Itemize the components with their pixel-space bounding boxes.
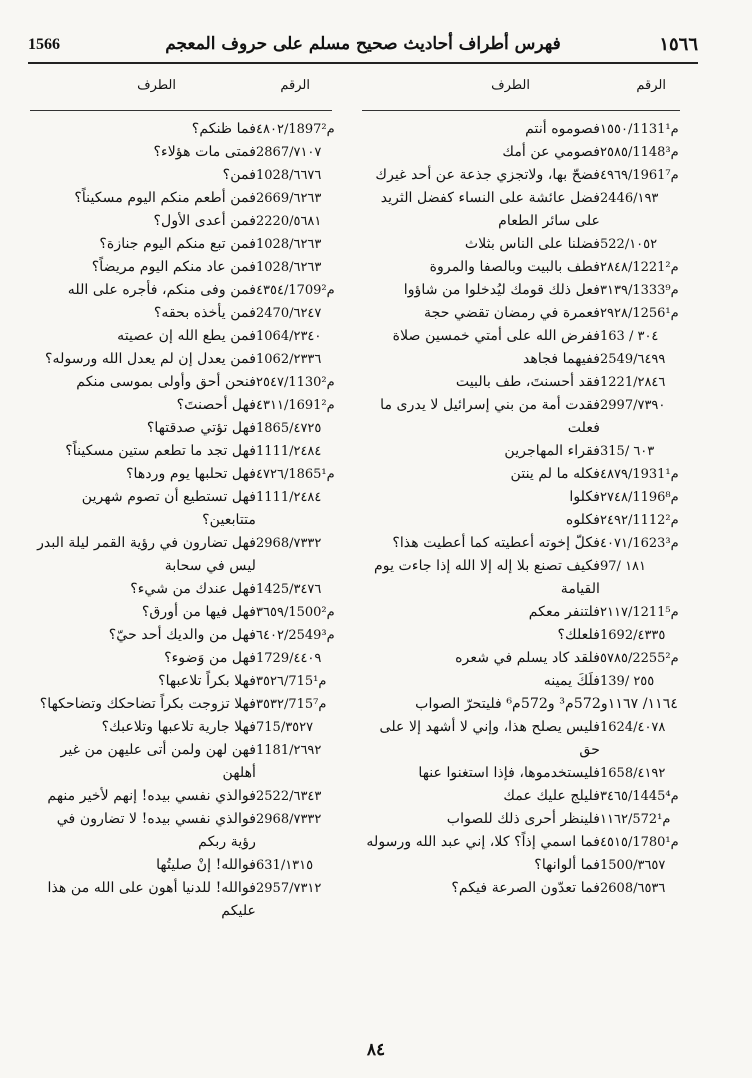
- hadith-reference: 1181/٢٦٩٢: [256, 743, 322, 758]
- hadith-reference: 1028/٦٢٦٣: [256, 260, 322, 275]
- hadith-text: فمن أطعم منكم اليوم مسكيناً؟: [74, 190, 256, 206]
- hadith-text: ١١٦٤/ ١١٦٧و572م³ و572م⁶ فليتحرّ الصواب: [415, 696, 678, 712]
- hadith-reference: 1111/٢٤٨٤: [256, 490, 322, 505]
- hadith-reference: ٢٨٤٨/1221م²: [600, 260, 679, 275]
- left-text-heading: الطرف: [137, 78, 176, 93]
- hadith-text: فكلّ إخوته أعطيته كما أعطيت هذا؟: [392, 535, 600, 551]
- hadith-text: فعل ذلك قومك ليُدخلوا من شاؤوا: [403, 282, 600, 298]
- hadith-reference: 1028/٦٢٦٣: [256, 237, 322, 252]
- hadith-text: فما اسمي إذاً؟ كلا، إني عبد الله ورسوله: [366, 834, 600, 850]
- hadith-text: فوالذي نفسي بيده! إنهم لأخير منهم: [47, 788, 256, 804]
- right-text-heading: الطرف: [491, 78, 530, 93]
- list-item: [362, 486, 692, 509]
- hadith-text: فهل تجد ما تطعم ستين مسكيناً؟: [65, 443, 256, 459]
- list-item: [362, 302, 692, 325]
- hadith-text: فكيف تصنع بلا إله إلا الله إذا جاءت يوم القيامة: [373, 558, 600, 597]
- hadith-reference: 1221/٢٨٤٦: [600, 375, 666, 390]
- hadith-text: فما ظنكم؟: [191, 121, 256, 137]
- hadith-text: فليلج عليك عمك: [503, 788, 600, 804]
- hadith-reference: ٣١٣٩/1333م⁹: [600, 283, 679, 298]
- list-item: [362, 440, 692, 463]
- hadith-text: فهل تستطيع أن تصوم شهرين متتابعين؟: [81, 489, 256, 528]
- left-entries-list: [30, 118, 348, 923]
- hadith-reference: 2997/٧٣٩٠: [600, 398, 666, 413]
- hadith-reference: ٣٥٢٦/715م¹: [256, 674, 327, 689]
- hadith-reference: ٤٣٥٤/1709م²: [256, 283, 335, 298]
- hadith-text: فصومي عن أمك: [502, 144, 600, 160]
- list-item: [30, 417, 348, 440]
- hadith-reference: 2669/٦٢٦٣: [256, 191, 322, 206]
- header-rule: [28, 62, 698, 64]
- list-item: [362, 877, 692, 900]
- hadith-text: فما تعدّون الصرعة فيكم؟: [451, 880, 600, 896]
- list-item: [30, 394, 348, 417]
- hadith-text: فهلا جارية تلاعبها وتلاعبك؟: [101, 719, 256, 735]
- right-column-rule: [362, 110, 680, 111]
- hadith-text: فعمرة في رمضان تقضي حجة: [423, 305, 600, 321]
- left-column-header: [30, 78, 346, 100]
- hadith-reference: ٣٥٣٢/715م⁷: [256, 697, 327, 712]
- hadith-text: فلينظر أحرى ذلك للصواب: [446, 811, 600, 827]
- list-item: [30, 486, 348, 532]
- list-item: [30, 348, 348, 371]
- page-title: فهرس أطراف أحاديث صحيح مسلم على حروف المعجم: [165, 34, 561, 54]
- list-item: [362, 808, 692, 831]
- hadith-text: فكلوه: [565, 512, 600, 528]
- hadith-reference: 1865/٤٧٢٥: [256, 421, 322, 436]
- list-item: [362, 762, 692, 785]
- hadith-reference: ٢٥٤٧/1130م²: [256, 375, 335, 390]
- hadith-text: فمن يأخذه بحقه؟: [153, 305, 256, 321]
- hadith-text: فقد أحسنتَ، طف بالبيت: [455, 374, 600, 390]
- hadith-reference: 2968/٧٣٣٢: [256, 536, 322, 551]
- hadith-text: فلَكَ يمينه: [543, 673, 600, 689]
- hadith-text: فنحن أحق وأولى بموسى منكم: [76, 374, 256, 390]
- hadith-reference: 2549/٦٤٩٩: [600, 352, 666, 367]
- list-item: [362, 256, 692, 279]
- hadith-reference: 1692/٤٣٣٥: [600, 628, 666, 643]
- hadith-reference: ٥٧٨٥/2255م²: [600, 651, 679, 666]
- page-number-latin: 1566: [28, 36, 60, 53]
- hadith-text: ففرض الله على أمتي خمسين صلاة: [392, 328, 600, 344]
- list-item: [362, 601, 692, 624]
- right-column-header: [362, 78, 680, 100]
- hadith-reference: 1064/٢٣٤٠: [256, 329, 322, 344]
- list-item: [30, 532, 348, 578]
- hadith-text: فمتى مات هؤلاء؟: [153, 144, 256, 160]
- hadith-reference: 163 / ٣٠٤: [600, 329, 659, 344]
- hadith-text: فكلوا: [569, 489, 600, 505]
- list-item: [362, 164, 692, 187]
- hadith-text: فليس يصلح هذا، وإني لا أشهد إلا على حق: [379, 719, 600, 758]
- list-item: [362, 555, 692, 601]
- hadith-text: فضلنا على الناس بثلاث: [464, 236, 600, 252]
- list-item: [362, 785, 692, 808]
- page-number-arabic: ١٥٦٦: [659, 34, 698, 55]
- hadith-text: فما ألوانها؟: [534, 857, 600, 873]
- hadith-text: ففيهما فجاهد: [522, 351, 600, 367]
- page-header: [28, 32, 698, 62]
- list-item: [30, 624, 348, 647]
- hadith-text: فقدت أمة من بني إسرائيل لا يدرى ما فعلت: [380, 397, 600, 436]
- list-item: [30, 693, 348, 716]
- hadith-text: فلقد كاد يسلم في شعره: [455, 650, 600, 666]
- hadith-text: فوالذي نفسي بيده! لا تضارون في رؤية ربكم: [56, 811, 256, 850]
- list-item: [362, 624, 692, 647]
- hadith-text: فمن يطع الله إن عصيته: [117, 328, 256, 344]
- hadith-text: فقراء المهاجرين: [504, 443, 600, 459]
- list-item: [362, 670, 692, 693]
- hadith-reference: ١٥٥٠/1131م¹: [600, 122, 679, 137]
- list-item: [30, 141, 348, 164]
- list-item: [362, 394, 692, 440]
- hadith-reference: 2522/٦٣٤٣: [256, 789, 322, 804]
- hadith-reference: 2446/١٩٣: [600, 191, 659, 206]
- list-item: [362, 325, 692, 348]
- list-item: [30, 279, 348, 302]
- hadith-reference: ٢٩٢٨/1256م¹: [600, 306, 679, 321]
- list-item: [362, 371, 692, 394]
- list-item: [362, 532, 692, 555]
- hadith-text: فهل من والديك أحد حيّ؟: [108, 627, 256, 643]
- left-number-heading: الرقم: [280, 78, 310, 93]
- list-item: [30, 601, 348, 624]
- list-item: [362, 509, 692, 532]
- hadith-text: فلعلك؟: [557, 627, 600, 643]
- hadith-text: فهل تحلبها يوم وردها؟: [126, 466, 256, 482]
- list-item: [362, 647, 692, 670]
- list-item: [30, 256, 348, 279]
- hadith-reference: 1729/٤٤٠٩: [256, 651, 322, 666]
- hadith-text: فوالله! إنْ صليتُها: [156, 857, 256, 873]
- right-number-heading: الرقم: [636, 78, 666, 93]
- hadith-reference: 2867/٧١٠٧: [256, 145, 322, 160]
- hadith-reference: ٢٥٨٥/1148م³: [600, 145, 679, 160]
- hadith-reference: 1624/٤٠٧٨: [600, 720, 666, 735]
- hadith-text: فهل عندك من شيء؟: [130, 581, 256, 597]
- hadith-reference: 2968/٧٣٣٢: [256, 812, 322, 827]
- hadith-reference: 1111/٢٤٨٤: [256, 444, 322, 459]
- hadith-reference: ٤٨٧٩/1931م¹: [600, 467, 679, 482]
- list-item: [30, 463, 348, 486]
- hadith-text: فهلا تزوجت بكراً تضاحكك وتضاحكها؟: [39, 696, 256, 712]
- list-item: [30, 210, 348, 233]
- list-item: [30, 187, 348, 210]
- hadith-reference: ٢٤٩٢/1112م²: [600, 513, 679, 528]
- list-item: [362, 279, 692, 302]
- list-item: [362, 693, 692, 716]
- list-item: [362, 463, 692, 486]
- hadith-reference: 1062/٢٣٣٦: [256, 352, 322, 367]
- hadith-reference: ٤٨٠٢/1897م²: [256, 122, 335, 137]
- hadith-reference: 522/١٠٥٢: [600, 237, 658, 252]
- hadith-text: فهل أحصنتَ؟: [176, 397, 256, 413]
- hadith-text: فضحّ بها، ولاتجزي جذعة عن أحد غيرك: [375, 167, 600, 183]
- hadith-text: فهن لهن ولمن أتى عليهن من غير أهلهن: [60, 742, 256, 781]
- list-item: [30, 647, 348, 670]
- list-item: [362, 854, 692, 877]
- list-item: [30, 578, 348, 601]
- hadith-reference: 1500/٣٦٥٧: [600, 858, 666, 873]
- hadith-reference: 1425/٣٤٧٦: [256, 582, 322, 597]
- hadith-reference: ٤٥١٥/1780م¹: [600, 835, 679, 850]
- hadith-reference: 2957/٧٣١٢: [256, 881, 322, 896]
- list-item: [30, 118, 348, 141]
- hadith-text: فمن وفى منكم، فأجره على الله: [67, 282, 256, 298]
- hadith-text: فمن أعدى الأول؟: [153, 213, 256, 229]
- list-item: [362, 831, 692, 854]
- hadith-text: فمن تبع منكم اليوم جنازة؟: [99, 236, 256, 252]
- hadith-reference: ٤٠٧١/1623م³: [600, 536, 679, 551]
- hadith-text: فكله ما لم ينتن: [510, 466, 600, 482]
- hadith-reference: 1658/٤١٩٢: [600, 766, 666, 781]
- list-item: [362, 348, 692, 371]
- list-item: [362, 187, 692, 233]
- footer-page-number: ٨٤: [366, 1040, 386, 1060]
- hadith-text: فهل فيها من أورق؟: [141, 604, 256, 620]
- hadith-text: فهلا بكراً تلاعبها؟: [158, 673, 256, 689]
- hadith-text: فضل عائشة على النساء كفضل الثريد على سائر الطعام: [380, 190, 600, 229]
- list-item: [30, 440, 348, 463]
- hadith-reference: 139/ ٢٥٥: [600, 674, 655, 689]
- hadith-reference: 97/ ١٨١: [600, 559, 647, 574]
- list-item: [362, 118, 692, 141]
- hadith-reference: ٢١١٧/1211م⁵: [600, 605, 679, 620]
- hadith-text: فطف بالبيت وبالصفا والمروة: [429, 259, 600, 275]
- list-item: [30, 302, 348, 325]
- hadith-text: فلتنفر معكم: [528, 604, 600, 620]
- list-item: [30, 739, 348, 785]
- list-item: [362, 716, 692, 762]
- right-entries-list: [362, 118, 692, 900]
- list-item: [30, 716, 348, 739]
- hadith-text: فمن يعدل إن لم يعدل الله ورسوله؟: [44, 351, 256, 367]
- list-item: [30, 877, 348, 923]
- hadith-reference: ٦٤٠٢/2549م³: [256, 628, 335, 643]
- hadith-text: فليستخدموها، فإذا استغنوا عنها: [418, 765, 600, 781]
- list-item: [30, 854, 348, 877]
- hadith-reference: 2220/٥٦٨١: [256, 214, 322, 229]
- list-item: [30, 808, 348, 854]
- list-item: [30, 785, 348, 808]
- list-item: [30, 164, 348, 187]
- hadith-reference: ٣٤٦٥/1445م⁴: [600, 789, 679, 804]
- list-item: [30, 233, 348, 256]
- hadith-reference: ٣٦٥٩/1500م²: [256, 605, 335, 620]
- hadith-reference: ٤٧٢٦/1865م¹: [256, 467, 335, 482]
- hadith-reference: ٤٩٦٩/1961م⁷: [600, 168, 679, 183]
- hadith-text: فمن عاد منكم اليوم مريضاً؟: [91, 259, 256, 275]
- list-item: [30, 371, 348, 394]
- left-column-rule: [30, 110, 332, 111]
- hadith-text: فهل تضارون في رؤية القمر ليلة البدر ليس في سحابة: [37, 535, 256, 574]
- hadith-reference: ٢٧٤٨/1196م⁸: [600, 490, 679, 505]
- hadith-reference: 631/١٣١٥: [256, 858, 314, 873]
- hadith-reference: 715/٣٥٢٧: [256, 720, 314, 735]
- hadith-reference: 2608/٦٥٣٦: [600, 881, 666, 896]
- hadith-reference: 1028/٦٦٧٦: [256, 168, 322, 183]
- hadith-text: فهل تؤتي صدقتها؟: [146, 420, 256, 436]
- hadith-text: فمن؟: [222, 167, 256, 183]
- list-item: [362, 141, 692, 164]
- hadith-text: فوالله! للدنيا أهون على الله من هذا عليكم: [47, 880, 256, 919]
- hadith-reference: ٤٣١١/1691م²: [256, 398, 335, 413]
- list-item: [362, 233, 692, 256]
- list-item: [30, 670, 348, 693]
- hadith-reference: 2470/٦٢٤٧: [256, 306, 322, 321]
- hadith-reference: ١١٦٢/572م¹: [600, 812, 671, 827]
- hadith-text: فصوموه أنتم: [525, 121, 600, 137]
- list-item: [30, 325, 348, 348]
- hadith-text: فهل من وَضوء؟: [164, 650, 256, 666]
- hadith-reference: 315/ ٦٠٣: [600, 444, 655, 459]
